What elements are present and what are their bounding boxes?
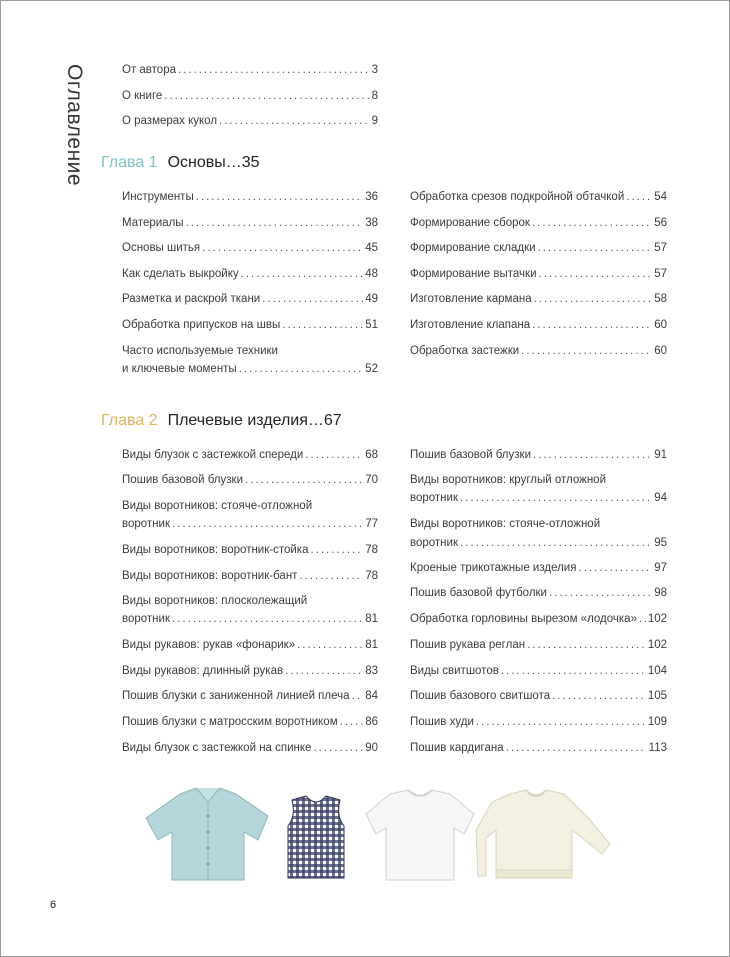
- chapter-2-label: Глава 2: [101, 412, 158, 429]
- toc-entry-line1[interactable]: Виды воротников: стояче-отложной: [410, 518, 601, 530]
- toc-entry[interactable]: Как сделать выкройку . . . 48: [122, 266, 378, 282]
- toc-entry[interactable]: Обработка застежки . . . 60: [410, 343, 667, 359]
- toc-entry[interactable]: Виды рукавов: длинный рукав . . . 83: [122, 663, 378, 679]
- toc-entry-line1[interactable]: Часто используемые техники: [122, 345, 278, 357]
- toc-entry[interactable]: Обработка срезов подкройной обтачкой . . . 54: [410, 189, 667, 205]
- chapter-2-heading: [101, 412, 342, 430]
- toc-entry[interactable]: Формирование складки . . . 57: [410, 240, 667, 256]
- cream-sweatshirt-image: [476, 790, 610, 878]
- toc-entry[interactable]: Виды свитшотов . . . 104: [410, 663, 667, 679]
- chapter-1-title: Основы…35: [167, 154, 260, 171]
- toc-entry[interactable]: Виды блузок с застежкой спереди . . . 68: [122, 447, 378, 463]
- toc-entry[interactable]: Пошив базовой блузки . . . 91: [410, 447, 667, 463]
- toc-entry[interactable]: О размерах кукол . . . 9: [122, 113, 378, 129]
- toc-entry[interactable]: Формирование сборок . . . 56: [410, 215, 667, 231]
- toc-entry-line1[interactable]: Виды воротников: стояче-отложной: [122, 500, 313, 512]
- toc-entry[interactable]: Пошив кардигана . . . 113: [410, 740, 667, 756]
- blue-shirt-image: [146, 788, 268, 880]
- toc-entry[interactable]: Материалы . . . 38: [122, 215, 378, 231]
- chapter-1-label: Глава 1: [101, 154, 158, 171]
- toc-entry[interactable]: Инструменты . . . 36: [122, 189, 378, 205]
- toc-entry-line1[interactable]: Виды воротников: круглый отложной: [410, 474, 606, 486]
- toc-entry[interactable]: и ключевые моменты . . . 52: [122, 361, 378, 377]
- toc-entry[interactable]: Обработка припусков на швы . . . 51: [122, 317, 378, 333]
- white-tshirt-image: [366, 790, 474, 880]
- toc-entry[interactable]: Формирование вытачки . . . 57: [410, 266, 667, 282]
- toc-entry[interactable]: воротник . . . 94: [410, 490, 667, 506]
- toc-entry[interactable]: Пошив блузки с матросским воротником . . . 86: [122, 714, 378, 730]
- toc-entry[interactable]: Пошив рукава реглан . . . 102: [410, 637, 667, 653]
- gingham-top-image: [288, 796, 344, 878]
- toc-entry[interactable]: О книге . . . 8: [122, 88, 378, 104]
- toc-entry[interactable]: Пошив худи . . . 109: [410, 714, 667, 730]
- toc-entry[interactable]: воротник . . . 95: [410, 535, 667, 551]
- toc-entry[interactable]: Пошив базовой футболки . . . 98: [410, 585, 667, 601]
- toc-entry[interactable]: Основы шитья . . . 45: [122, 240, 378, 256]
- toc-entry[interactable]: Виды рукавов: рукав «фонарик» . . . 81: [122, 637, 378, 653]
- contents-title: Оглавление: [63, 64, 86, 187]
- toc-entry[interactable]: Виды блузок с застежкой на спинке . . . 90: [122, 740, 378, 756]
- toc-entry[interactable]: Изготовление клапана . . . 60: [410, 317, 667, 333]
- toc-entry-line1[interactable]: Виды воротников: плосколежащий: [122, 595, 308, 607]
- toc-entry[interactable]: Пошив блузки с заниженной линией плеча . . . 84: [122, 688, 378, 704]
- clothing-photos: [140, 780, 620, 890]
- toc-entry[interactable]: воротник . . . 77: [122, 516, 378, 532]
- chapter-1-heading: [101, 154, 260, 172]
- toc-entry[interactable]: Виды воротников: воротник-стойка . . . 78: [122, 542, 378, 558]
- page-number: 6: [50, 899, 57, 911]
- toc-entry[interactable]: Разметка и раскрой ткани . . . 49: [122, 291, 378, 307]
- toc-entry[interactable]: Кроеные трикотажные изделия . . . 97: [410, 560, 667, 576]
- chapter-2-title: Плечевые изделия…67: [167, 412, 342, 429]
- toc-entry[interactable]: От автора . . . 3: [122, 62, 378, 78]
- toc-entry[interactable]: Изготовление кармана . . . 58: [410, 291, 667, 307]
- toc-entry[interactable]: Обработка горловины вырезом «лодочка» . . . 102: [410, 611, 667, 627]
- toc-entry[interactable]: Виды воротников: воротник-бант . . . 78: [122, 568, 378, 584]
- toc-entry[interactable]: воротник . . . 81: [122, 611, 378, 627]
- toc-entry[interactable]: Пошив базового свитшота . . . 105: [410, 688, 667, 704]
- toc-entry[interactable]: Пошив базовой блузки . . . 70: [122, 472, 378, 488]
